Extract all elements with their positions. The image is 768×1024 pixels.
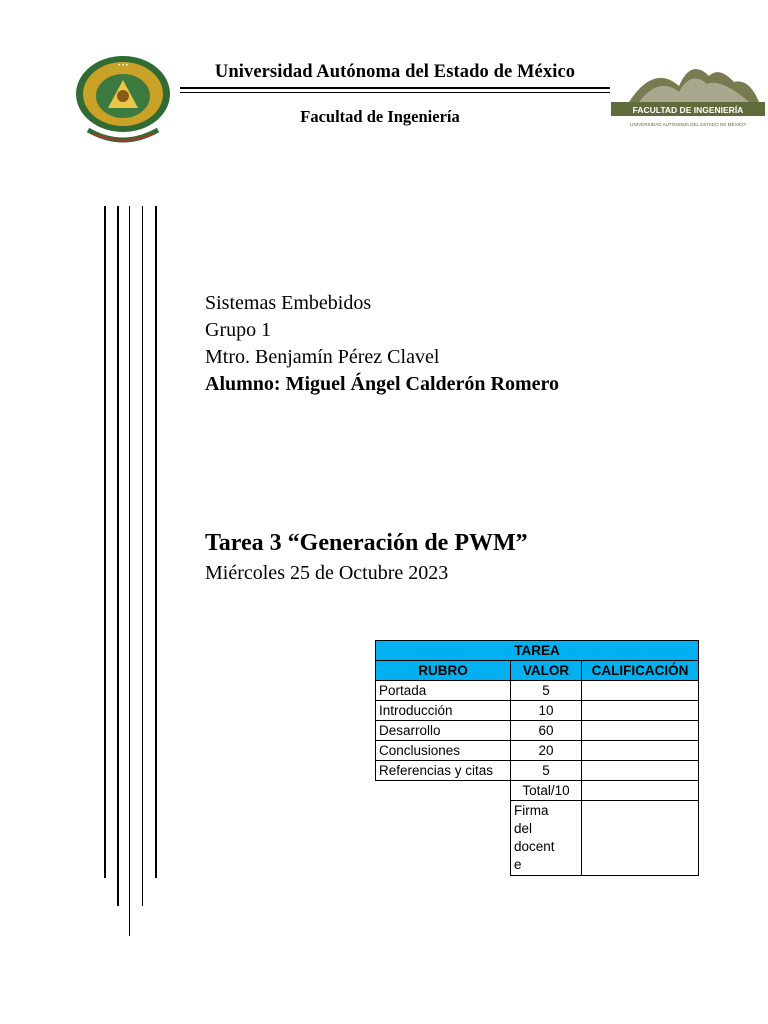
teacher-name: Mtro. Benjamín Pérez Clavel xyxy=(205,346,440,368)
calificacion-cell[interactable] xyxy=(582,681,699,701)
rubro-cell: Desarrollo xyxy=(376,721,511,741)
total-label: Total/10 xyxy=(511,781,582,801)
university-name: Universidad Autónoma del Estado de México xyxy=(214,62,576,82)
course-name: Sistemas Embebidos xyxy=(205,292,372,314)
signature-cell[interactable] xyxy=(582,801,699,876)
svg-text:UNIVERSIDAD AUTÓNOMA DEL ESTAD: UNIVERSIDAD AUTÓNOMA DEL ESTADO DE MÉXICO xyxy=(630,122,746,127)
calificacion-cell[interactable] xyxy=(582,761,699,781)
header-rule-thick xyxy=(180,87,610,89)
group-name: Grupo 1 xyxy=(205,319,272,341)
decorative-line xyxy=(129,206,130,936)
table-row xyxy=(376,701,699,721)
rubro-cell: Introducción xyxy=(376,701,511,721)
valor-cell: 10 xyxy=(511,701,582,721)
valor-cell: 20 xyxy=(511,741,582,761)
total-value-cell[interactable] xyxy=(582,781,699,801)
header-rule-thin xyxy=(180,92,610,93)
valor-cell: 5 xyxy=(511,681,582,701)
header-rubro: RUBRO xyxy=(376,661,511,681)
decorative-line xyxy=(155,206,157,878)
svg-text:FACULTAD DE INGENIERÍA: FACULTAD DE INGENIERÍA xyxy=(632,105,744,115)
table-title: TAREA xyxy=(376,641,699,661)
rubro-cell: Conclusiones xyxy=(376,741,511,761)
rubric-table xyxy=(375,640,699,876)
valor-cell: 5 xyxy=(511,761,582,781)
table-row xyxy=(376,741,699,761)
table-header-row xyxy=(376,661,699,681)
header-calificacion: CALIFICACIÓN xyxy=(582,661,699,681)
valor-cell: 60 xyxy=(511,721,582,741)
header-valor: VALOR xyxy=(511,661,582,681)
table-row xyxy=(376,681,699,701)
table-row xyxy=(376,761,699,781)
task-title: Tarea 3 “Generación de PWM” xyxy=(205,530,528,556)
decorative-line xyxy=(117,206,119,906)
signature-label xyxy=(511,801,582,876)
faculty-name: Facultad de Ingeniería xyxy=(300,107,460,126)
total-row xyxy=(376,781,699,801)
rubro-cell: Referencias y citas xyxy=(376,761,511,781)
decorative-line xyxy=(142,206,143,906)
table-row xyxy=(376,721,699,741)
student-name: Alumno: Miguel Ángel Calderón Romero xyxy=(205,373,560,395)
faculty-logo xyxy=(609,56,767,132)
rubro-cell: Portada xyxy=(376,681,511,701)
decorative-line xyxy=(104,206,106,878)
task-date: Miércoles 25 de Octubre 2023 xyxy=(205,562,449,584)
calificacion-cell[interactable] xyxy=(582,721,699,741)
student-info xyxy=(205,290,559,398)
signature-row xyxy=(376,801,699,876)
table-title-row xyxy=(376,641,699,661)
calificacion-cell[interactable] xyxy=(582,741,699,761)
calificacion-cell[interactable] xyxy=(582,701,699,721)
university-seal xyxy=(68,50,178,150)
svg-text:• • •: • • • xyxy=(118,63,128,69)
signature-label-text: Firma del docente xyxy=(514,803,555,872)
